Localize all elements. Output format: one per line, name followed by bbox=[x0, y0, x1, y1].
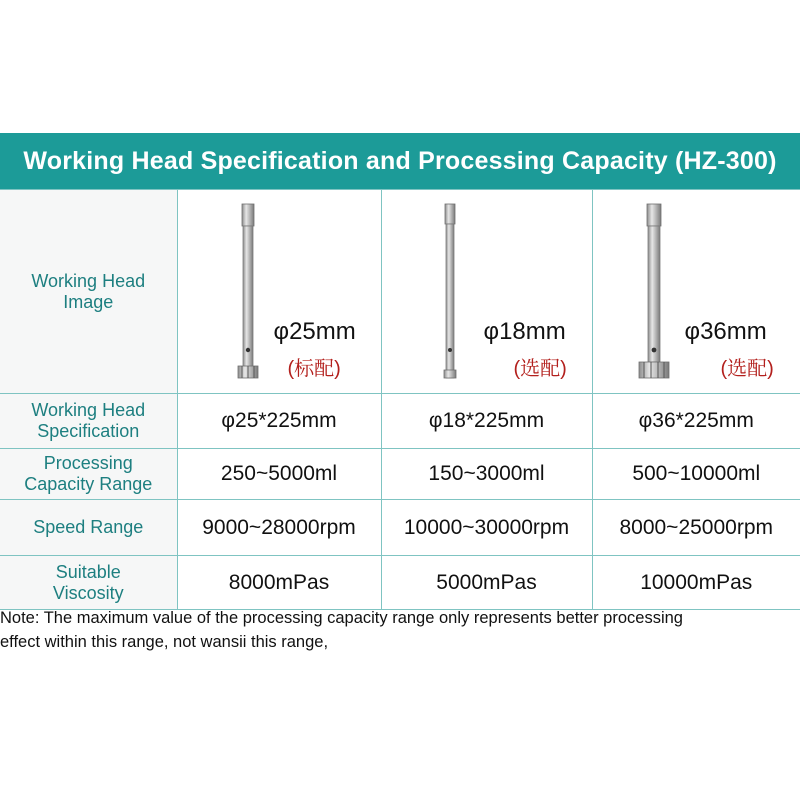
footnote bbox=[0, 606, 800, 654]
footnote-line: Note: The maximum value of the processing capacity range only represents better processing bbox=[0, 609, 683, 627]
label-suitable-viscosity: Suitable Viscosity bbox=[0, 556, 177, 610]
head-diameter: φ36mm bbox=[684, 318, 767, 345]
viscosity-value: 5000mPas bbox=[381, 556, 592, 610]
speed-value: 8000~25000rpm bbox=[592, 500, 800, 556]
spec-value: φ25*225mm bbox=[177, 394, 381, 449]
spec-value: φ18*225mm bbox=[381, 394, 592, 449]
speed-value: 10000~30000rpm bbox=[381, 500, 592, 556]
row-viscosity bbox=[0, 556, 800, 610]
head-image-cell-2 bbox=[381, 190, 592, 394]
speed-value: 9000~28000rpm bbox=[177, 500, 381, 556]
label-speed-range: Speed Range bbox=[0, 500, 177, 556]
head-config-tag: (选配) bbox=[513, 358, 567, 380]
head-diameter: φ18mm bbox=[483, 318, 566, 345]
label-working-head-specification: Working Head Specification bbox=[0, 394, 177, 449]
row-specification bbox=[0, 394, 800, 449]
capacity-value: 500~10000ml bbox=[592, 449, 800, 500]
footnote-line: effect within this range, not wansii this range, bbox=[0, 633, 329, 651]
viscosity-value: 8000mPas bbox=[177, 556, 381, 610]
spec-table bbox=[0, 189, 800, 610]
row-image bbox=[0, 190, 800, 394]
head-config-tag: (选配) bbox=[720, 358, 774, 380]
capacity-value: 150~3000ml bbox=[381, 449, 592, 500]
head-image-cell-3 bbox=[592, 190, 800, 394]
label-processing-capacity-range: Processing Capacity Range bbox=[0, 449, 177, 500]
working-head-25-image bbox=[178, 190, 382, 393]
row-capacity bbox=[0, 449, 800, 500]
head-config-tag: (标配) bbox=[287, 358, 341, 380]
capacity-value: 250~5000ml bbox=[177, 449, 381, 500]
label-working-head-image: Working Head Image bbox=[0, 190, 177, 394]
head-image-cell-1 bbox=[177, 190, 381, 394]
table-title: Working Head Specification and Processing Capacity (HZ-300) bbox=[0, 133, 800, 189]
head-diameter: φ25mm bbox=[273, 318, 356, 345]
viscosity-value: 10000mPas bbox=[592, 556, 800, 610]
spec-value: φ36*225mm bbox=[592, 394, 800, 449]
row-speed bbox=[0, 500, 800, 556]
